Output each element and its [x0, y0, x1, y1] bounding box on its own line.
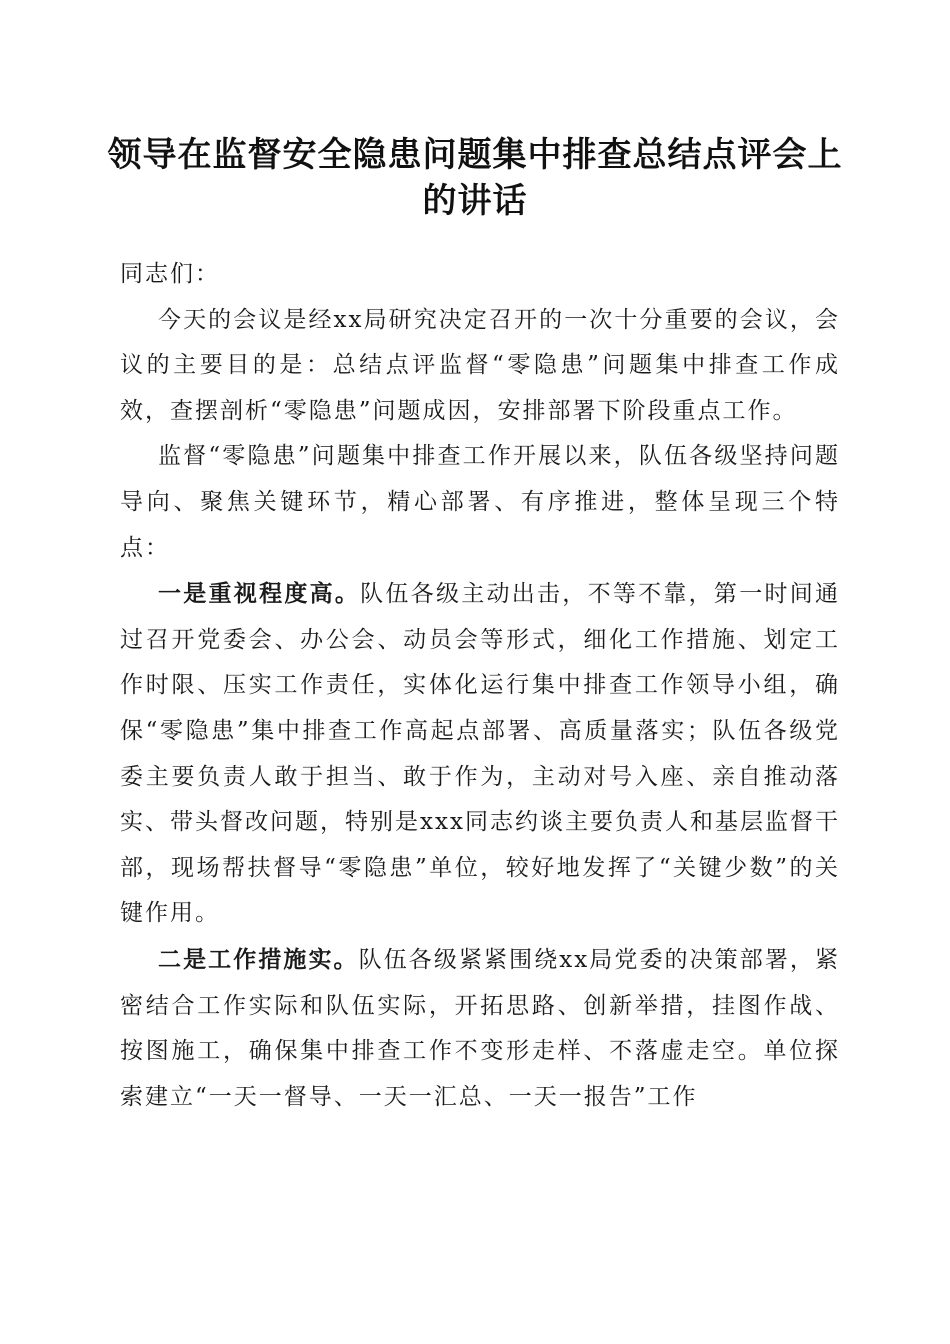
paragraph-point-two — [120, 937, 840, 1120]
paragraph-lead-heading: 二是工作措施实。 — [158, 945, 359, 973]
paragraph-lead-heading: 一是重视程度高。 — [158, 580, 361, 608]
paragraph-opening — [120, 298, 840, 435]
document-body — [120, 252, 840, 1120]
document-title: 领导在监督安全隐患问题集中排查总结点评会上的讲话 — [107, 135, 843, 221]
paragraph-text: 队伍各级主动出击，不等不靠，第一时间通过召开党委会、办公会、动员会等形式，细化工作措施、划定工作时限、压实工作责任，实体化运行集中排查工作领导小组，确保“零隐患”集中排查工作高起点部署、高质量落实；队伍各级党委主要负责人敢于担当、敢于作为，主动对号入座、亲自推动落实、带头督改问题，特别是xxx同志约谈主要负责人和基层监督干部，现场帮扶督导“零隐患”单位，较好地发挥了“关键少数”的关键作用。 — [120, 581, 841, 927]
paragraph-overview — [120, 434, 840, 571]
paragraph-point-one — [120, 571, 840, 937]
paragraph-text: 今天的会议是经xx局研究决定召开的一次十分重要的会议，会议的主要目的是：总结点评监督“零隐患”问题集中排查工作成效，查摆剖析“零隐患”问题成因，安排部署下阶段重点工作。 — [120, 306, 840, 424]
paragraph-text: 监督“零隐患”问题集中排查工作开展以来，队伍各级坚持问题导向、聚焦关键环节，精心部署、有序推进，整体呈现三个特点： — [120, 443, 840, 561]
paragraph-text: 队伍各级紧紧围绕xx局党委的决策部署，紧密结合工作实际和队伍实际，开拓思路、创新举措，挂图作战、按图施工，确保集中排查工作不变形走样、不落虚走空。单位探索建立“一天一督导、一天一汇总、一天一报告”工作 — [120, 946, 841, 1110]
salutation: 同志们： — [120, 261, 220, 287]
